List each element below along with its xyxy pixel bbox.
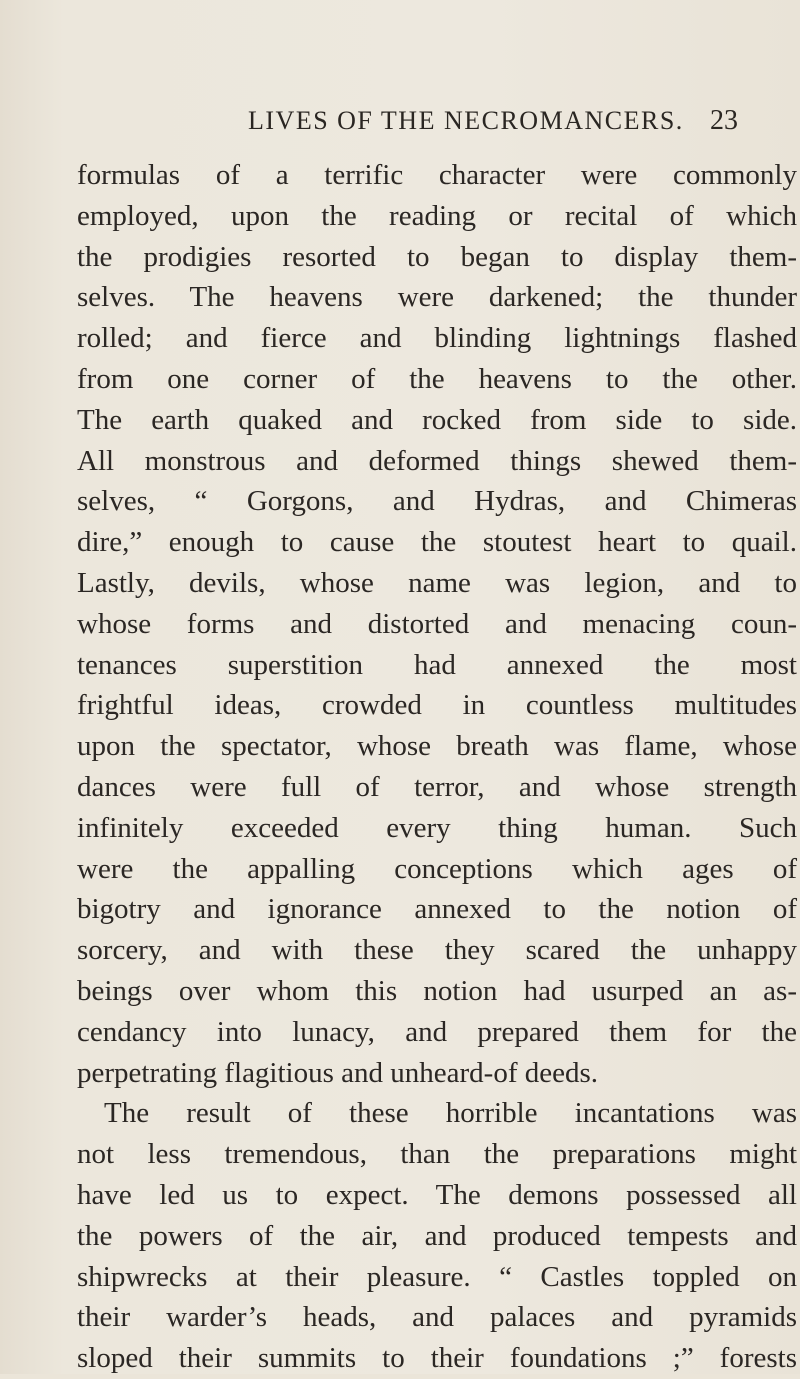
text-line: beings over whom this notion had usurped an as- [77,974,797,1007]
text-line: selves. The heavens were darkened; the thunder [77,281,797,314]
running-title: LIVES OF THE NECROMANCERS. [248,106,684,135]
text-line: sorcery, and with these they scared the unhappy [77,934,797,967]
text-line: dances were full of terror, and whose strength [77,770,797,803]
page-number: 23 [710,105,738,136]
text-line: whose forms and distorted and menacing coun- [77,607,797,640]
text-line: have led us to expect. The demons possessed all [77,1178,797,1211]
text-line: cendancy into lunacy, and prepared them for the [77,1015,797,1048]
text-line: infinitely exceeded every thing human. Such [77,811,797,844]
text-line: bigotry and ignorance annexed to the notion of [77,893,797,926]
text-line: dire,” enough to cause the stoutest heart to quail. [77,526,797,559]
text-line: The earth quaked and rocked from side to side. [77,403,797,436]
body-text [77,155,797,1379]
page-header [0,103,800,139]
text-line: the powers of the air, and produced tempests and [77,1219,797,1252]
text-line: The result of these horrible incantations was [104,1097,797,1130]
text-line: Lastly, devils, whose name was legion, and to [77,566,797,599]
text-line: employed, upon the reading or recital of which [77,199,797,232]
text-line: not less tremendous, than the preparations might [77,1138,797,1171]
text-line: the prodigies resorted to began to display them- [77,240,797,273]
text-line: frightful ideas, crowded in countless multitudes [77,689,797,722]
text-line: tenances superstition had annexed the most [77,648,797,681]
text-line: shipwrecks at their pleasure. “ Castles toppled on [77,1260,797,1293]
text-line: upon the spectator, whose breath was flame, whose [77,730,797,763]
text-line: their warder’s heads, and palaces and pyramids [77,1301,797,1334]
text-line: were the appalling conceptions which ages of [77,852,797,885]
text-line: formulas of a terrific character were commonly [77,159,797,191]
text-line: perpetrating flagitious and unheard-of deeds. [77,1056,599,1089]
text-line: selves, “ Gorgons, and Hydras, and Chimeras [77,485,797,518]
text-line: rolled; and fierce and blinding lightnings flashed [77,322,797,355]
text-line: sloped their summits to their foundations ;” forests [77,1342,797,1375]
text-line: All monstrous and deformed things shewed them- [77,444,797,477]
text-line: from one corner of the heavens to the other. [77,362,797,395]
